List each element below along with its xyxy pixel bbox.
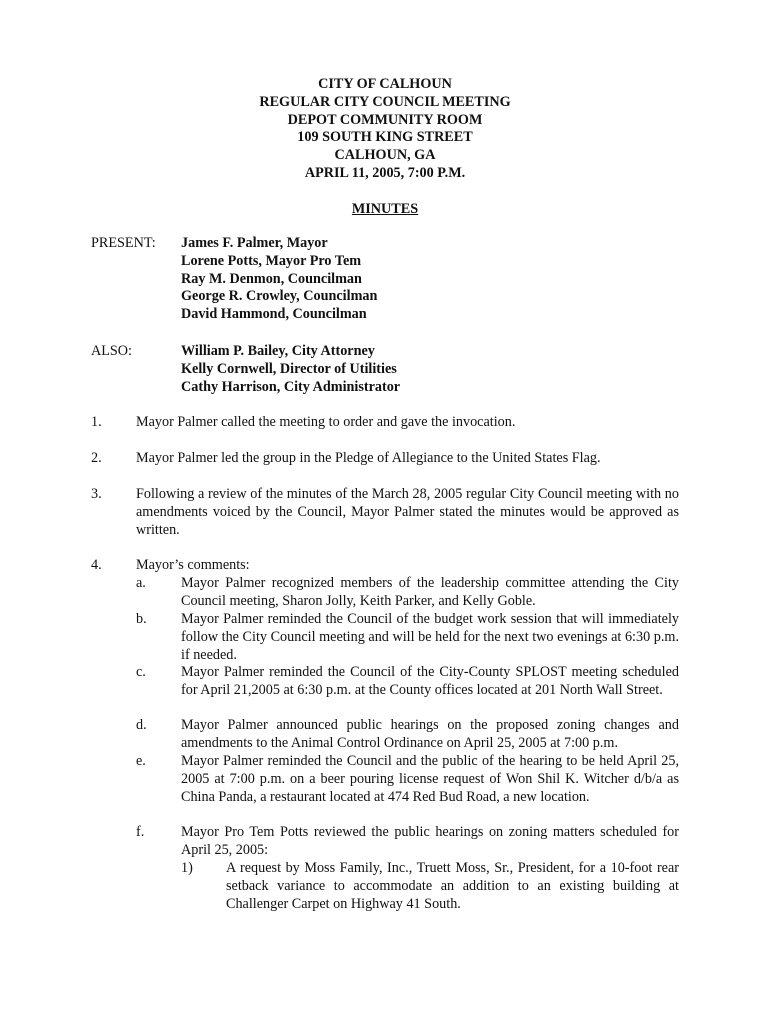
item-text: Mayor Palmer called the meeting to order and gave the invocation. <box>136 414 516 430</box>
present-names <box>181 235 377 324</box>
attendee-name: Ray M. Denmon, Councilman <box>181 270 362 287</box>
staff-name: William P. Bailey, City Attorney <box>181 343 375 359</box>
attendee-name: George R. Crowley, Councilman <box>181 288 378 305</box>
item-text: Mayor’s comments: <box>136 557 250 573</box>
subitem-label: d. <box>136 717 147 733</box>
attendee-name: David Hammond, Councilman <box>181 306 367 323</box>
attendee-name: Lorene Potts, Mayor Pro Tem <box>181 252 362 269</box>
subsubitem-text: A request by Moss Family, Inc., Truett Moss, Sr., President, for a 10-foot rear setback variance to accommodate an addition to an existing building at Challenger Carpet on Highway 41 South. <box>226 860 679 912</box>
header-address: 109 SOUTH KING STREET <box>297 129 473 146</box>
subsubitem-label: 1) <box>181 860 193 876</box>
item-number: 2. <box>91 450 102 466</box>
header-meeting-type: REGULAR CITY COUNCIL MEETING <box>259 93 511 110</box>
subitem-text: Mayor Pro Tem Potts reviewed the public hearings on zoning matters scheduled for April 25, 2005: <box>181 824 679 858</box>
subitem-label: e. <box>136 753 146 769</box>
document-header <box>0 76 770 183</box>
subitem-text: Mayor Palmer reminded the Council of the City-County SPLOST meeting scheduled for April 21,2005 at 6:30 p.m. at the County offices located at 201 North Wall Street. <box>181 664 679 698</box>
subitem-text: Mayor Palmer reminded the Council of the budget work session that will immediately follow the City Council meeting and will be held for the next two evenings at 6:30 p.m. if needed. <box>181 611 679 663</box>
subitem-label: c. <box>136 664 146 680</box>
attendee-name: James F. Palmer, Mayor <box>181 235 328 251</box>
subitem-label: a. <box>136 575 146 591</box>
header-date-time: APRIL 11, 2005, 7:00 P.M. <box>304 164 466 181</box>
subitem-text: Mayor Palmer recognized members of the leadership committee attending the City Council meeting, Sharon Jolly, Keith Parker, and Kelly Goble. <box>181 575 679 609</box>
subitem-text: Mayor Palmer reminded the Council and the public of the hearing to be held April 25, 2005 at 7:00 p.m. on a beer pouring license request of Won Shil K. Witcher d/b/a as China Panda, a restaurant located at 474 Red Bud Road, a new location. <box>181 753 679 805</box>
staff-name: Kelly Cornwell, Director of Utilities <box>181 360 397 377</box>
header-city: CITY OF CALHOUN <box>318 76 452 92</box>
item-text: Mayor Palmer led the group in the Pledge of Allegiance to the United States Flag. <box>136 450 601 466</box>
subitem-label: f. <box>136 824 145 840</box>
item-number: 1. <box>91 414 102 430</box>
item-number: 4. <box>91 557 102 573</box>
subitem-label: b. <box>136 611 147 627</box>
subitem-text: Mayor Palmer announced public hearings on the proposed zoning changes and amendments to the Animal Control Ordinance on April 25, 2005 at 7:00 p.m. <box>181 717 679 751</box>
staff-name: Cathy Harrison, City Administrator <box>181 378 401 395</box>
header-location: DEPOT COMMUNITY ROOM <box>287 111 483 128</box>
item-text: Following a review of the minutes of the March 28, 2005 regular City Council meeting with no amendments voiced by the Council, Mayor Palmer stated the minutes would be approved as written. <box>136 486 679 538</box>
also-names <box>181 343 400 396</box>
header-city-state: CALHOUN, GA <box>334 147 436 164</box>
present-label: PRESENT: <box>91 235 156 251</box>
item-number: 3. <box>91 486 102 502</box>
minutes-title: MINUTES <box>351 201 419 217</box>
also-label: ALSO: <box>91 343 132 359</box>
